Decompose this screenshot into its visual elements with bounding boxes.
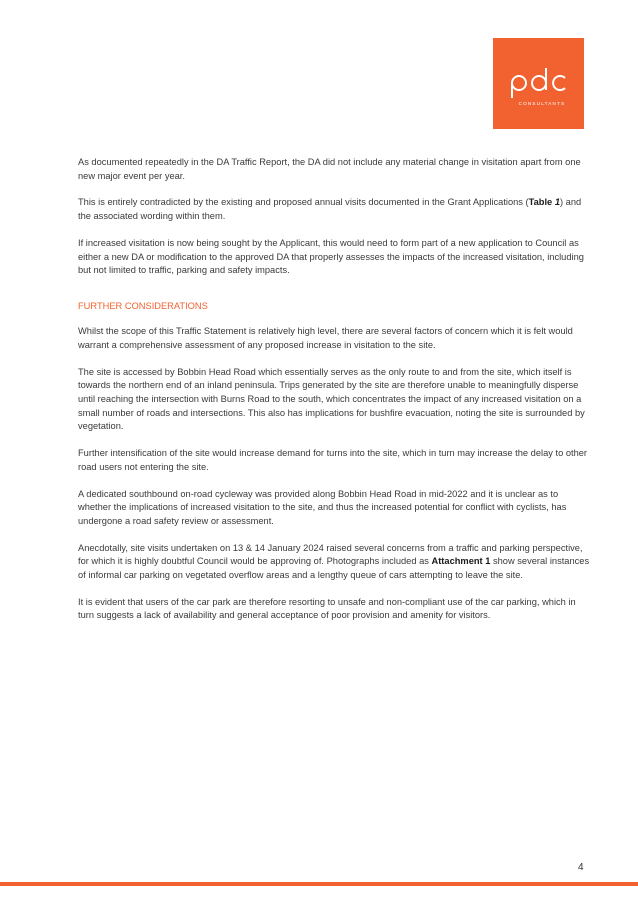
paragraph-site-visits	[78, 542, 590, 583]
paragraph-text: ) and the associated wording within them.	[78, 197, 582, 222]
pdc-logo-mark	[493, 38, 584, 129]
paragraph-da-traffic-report: As documented repeatedly in the DA Traffic Report, the DA did not include any material change in visitation apart from one new major event per year.	[78, 157, 581, 181]
section-heading: FURTHER CONSIDERATIONS	[78, 300, 208, 311]
paragraph-increased-visitation: If increased visitation is now being sought by the Applicant, this would need to form part of a new application to Council as either a new DA or modification to the approved DA that properly assesses the impacts of the increased visitation, including but not limited to traffic, parking and safety impacts.	[78, 237, 584, 276]
paragraph-intensification: Further intensification of the site would increase demand for turns into the site, which in turn may increase the delay to other road users not entering the site.	[78, 448, 588, 472]
table-reference	[529, 197, 560, 207]
page-number: 4	[578, 862, 584, 873]
footer-bar	[0, 882, 638, 886]
table-reference-number: 1	[554, 197, 560, 208]
paragraph-site-access: The site is accessed by Bobbin Head Road which essentially serves as the only route to and from the site, which itself is towards the northern end of an inland peninsula. Trips generated by the site are therefore unable to meaningfully disperse until reaching the intersection with Burns Road to the south, which concentrates the impact of any increased visitation on a small number of roads and intersections. This also has implications for bushfire evacuation, noting the site is surrounded by vegetation.	[78, 366, 585, 432]
paragraph-text: show several instances of informal car parking on vegetated overflow areas and a lengthy queue of cars attempting to leave the site.	[78, 556, 590, 580]
attachment-reference: Attachment 1	[431, 556, 491, 567]
table-reference-label: Table	[528, 197, 555, 208]
paragraph-grant-applications	[78, 196, 590, 223]
paragraph-text: This is entirely contradicted by the existing and proposed annual visits documented in the Grant Applications (	[78, 197, 529, 208]
paragraph-car-park: It is evident that users of the car park are therefore resorting to unsafe and non-compliant use of the car parking, which in turn suggests a lack of availability and general acceptance of poor provision and amenity for visitors.	[78, 596, 576, 621]
paragraph-cycleway: A dedicated southbound on-road cycleway was provided along Bobbin Head Road in mid-2022 and it is unclear as to whether the implications of increased visitation to the site, and thus the increased potential for conflict with cyclists, has undergone a road safety review or assessment.	[78, 488, 567, 526]
paragraph-scope: Whilst the scope of this Traffic Statement is relatively high level, there are several factors of concern which it is felt would warrant a comprehensive assessment of any proposed increase in visitation to the site.	[78, 326, 573, 350]
paragraph-text: Anecdotally, site visits undertaken on 13 & 14 January 2024 raised several concerns from a traffic and parking perspective, for which it is highly doubtful Council would be approving of. Photographs included as	[78, 542, 583, 567]
logo-subtext: CONSULTANTS	[518, 101, 566, 106]
document-body	[78, 156, 590, 636]
company-logo	[493, 38, 584, 129]
